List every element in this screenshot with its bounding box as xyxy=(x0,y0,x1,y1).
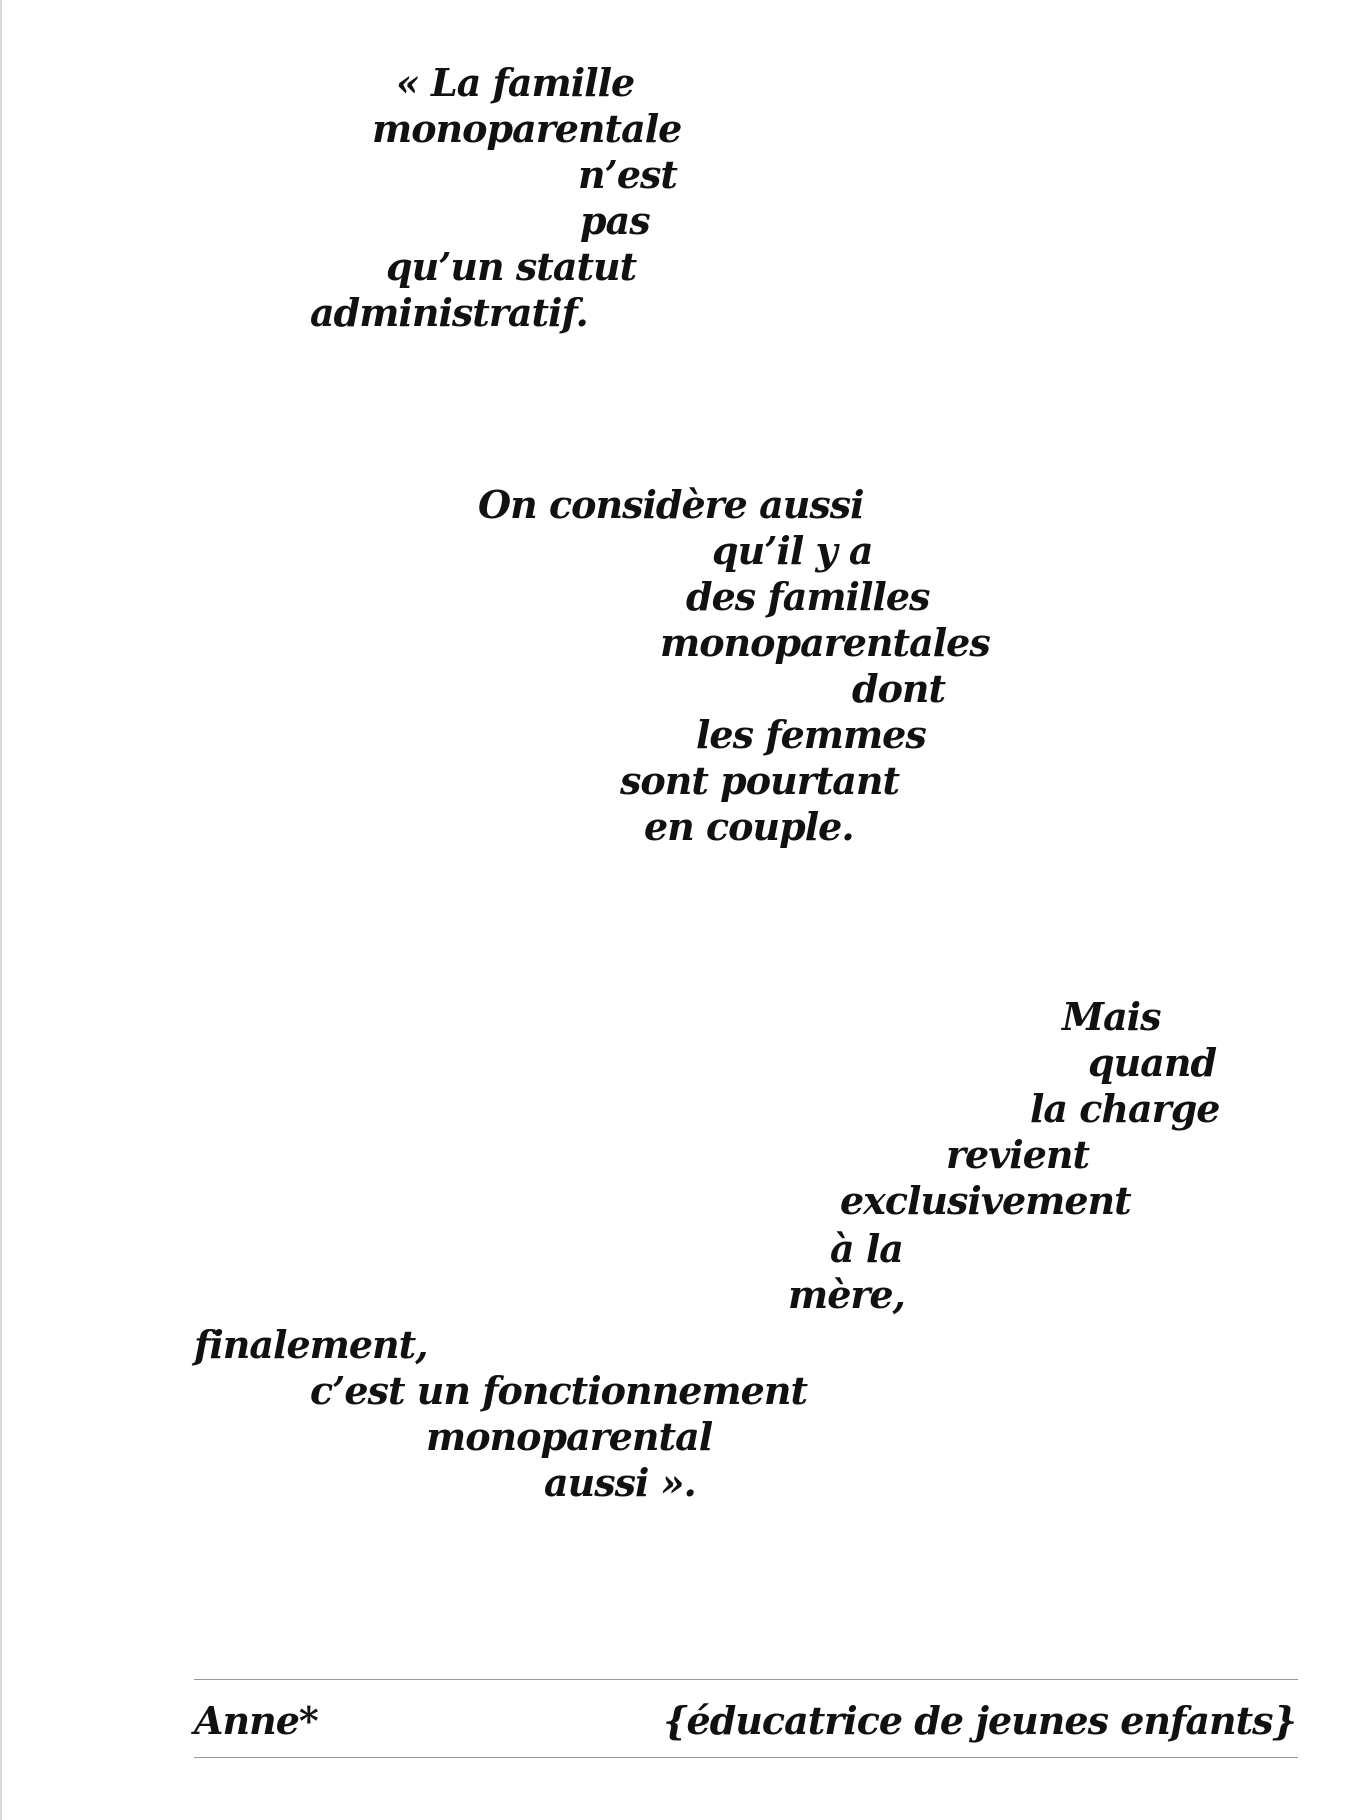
quote-line: monoparentales xyxy=(660,620,990,665)
quote-line: Mais xyxy=(1062,994,1161,1039)
top-divider xyxy=(194,1679,1298,1680)
quote-line: quand xyxy=(1088,1040,1217,1085)
quote-line: les femmes xyxy=(696,712,926,757)
author-role: {éducatrice de jeunes enfants} xyxy=(663,1698,1296,1743)
quote-line: administratif. xyxy=(310,290,588,335)
author-name: Anne* xyxy=(194,1698,318,1743)
quote-line: qu’il y a xyxy=(712,528,873,573)
quote-line: mère, xyxy=(788,1272,905,1317)
quote-line: des familles xyxy=(686,574,930,619)
quote-line: dont xyxy=(852,666,946,711)
quote-line: pas xyxy=(580,198,650,243)
quote-line: sont pourtant xyxy=(620,758,900,803)
quote-line: monoparental xyxy=(426,1414,713,1459)
quote-line: monoparentale xyxy=(372,106,682,151)
quote-line: en couple. xyxy=(644,804,854,849)
quote-line: exclusivement xyxy=(840,1178,1131,1223)
quote-line: n’est xyxy=(578,152,677,197)
quote-line: finalement, xyxy=(194,1322,428,1367)
quote-line: qu’un statut xyxy=(386,244,637,289)
quote-line: revient xyxy=(946,1132,1090,1177)
bottom-divider xyxy=(194,1757,1298,1758)
quote-line: c’est un fonctionnement xyxy=(310,1368,807,1413)
quote-line: « La famille xyxy=(396,60,635,105)
quote-line: à la xyxy=(830,1226,903,1271)
quote-line: la charge xyxy=(1030,1086,1220,1131)
quote-line: On considère aussi xyxy=(478,482,864,527)
quote-line: aussi ». xyxy=(544,1460,696,1505)
